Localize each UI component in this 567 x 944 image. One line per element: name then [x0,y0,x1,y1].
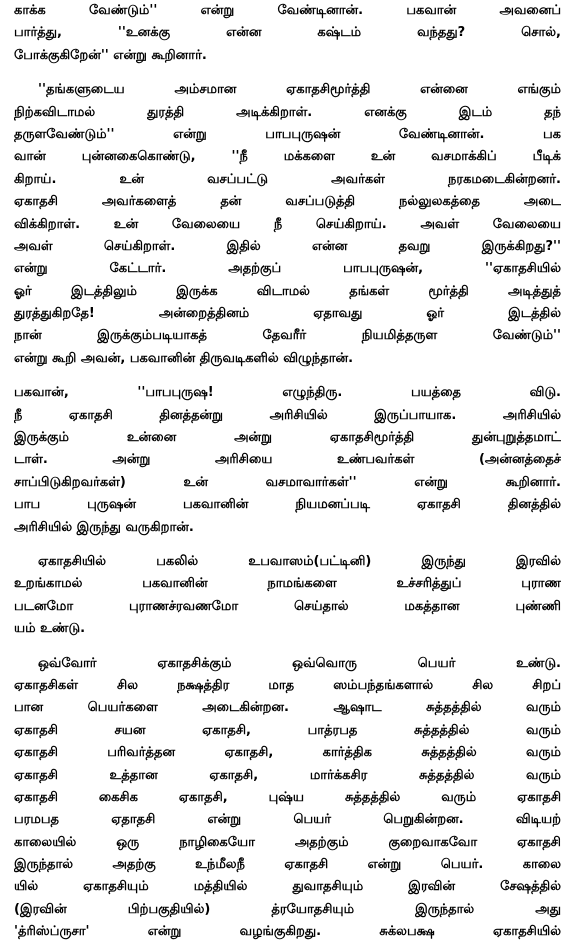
text-line: ஏகாதசி அவர்களைத் தன் வசப்படுத்தி நல்லுலகத்தை அடை [14,194,561,210]
text-line: ஏகாதசி கைசிக ஏகாதசி, புஷ்ய சுத்தத்தில் வரும் ஏகாதசி [14,789,561,805]
text-line: ''தங்களுடைய அம்சமான ஏகாதசிமூர்த்தி என்னை எங்கும் [38,82,561,98]
text-line: சாப்பிடுகிறவர்கள்) உன் வசமாவார்கள்'' என்று கூறினார். [14,474,561,490]
paragraph-4 [14,551,561,641]
text-line: பான பெயர்களை அடைகின்றன. ஆஷாட சுத்தத்தில் வரும் [14,700,561,716]
text-line: துரத்துகிறதே! அன்றைத்தினம் ஏதாவது ஓர் இடத்தில் [14,306,561,322]
text-line: டாள். அன்று அரிசியை உண்பவர்கள் (அன்னத்தைச் [14,452,561,468]
text-line: யம் உண்டு. [14,621,86,637]
paragraph-1 [14,0,561,67]
text-line: தருளவேண்டும்'' என்று பாபபுருஷன் வேண்டினான். பக [14,126,561,142]
text-line: வான் புன்னகைகொண்டு, ''நீ மக்களை உன் வசமாக்கிப் பீடிக் [14,149,561,165]
text-line: 'த்ரிஸ்ப்ருசா' என்று வழங்குகிறது. சுக்லபக்ஷ ஏகாதசியில் [14,924,561,940]
text-line: பார்த்து, ''உனக்கு என்ன கஷ்டம் வந்தது? சொல், [14,25,561,41]
text-line: நிற்கவிடாமல் துரத்தி அடிக்கிறாள். எனக்கு இடம் தந் [14,104,561,120]
text-line: ஒவ்வோர் ஏகாதசிக்கும் ஒவ்வொரு பெயர் உண்டு. [38,655,561,671]
text-line: இருக்கும் உன்னை அன்று ஏகாதசிமூர்த்தி துன்புறுத்தமாட் [14,430,561,446]
text-line: பரமபத ஏதாதசி என்று பெயர் பெறுகின்றன. விடியற் [14,812,561,828]
text-line: உறங்காமல் பகவானின் நாமங்களை உச்சரித்துப் புராண [14,576,561,592]
text-line: ஏகாதசி பரிவர்த்தன ஏகாதசி, கார்த்திக சுத்தத்தில் வரும் [14,745,561,761]
text-line: பாப புருஷன் பகவானின் நியமனப்படி ஏகாதசி தினத்தில் [14,497,561,513]
text-line: (இரவின் பிற்பகுதியில்) த்ரயோதசியும் இருந்தால் அது [14,901,561,917]
text-line: ஏகாதசி உத்தான ஏகாதசி, மார்க்கசிர சுத்தத்தில் வரும் [14,767,561,783]
text-line: ஓர் இடத்திலும் இருக்க விடாமல் தங்கள் மூர்த்தி அடித்துத் [14,283,561,299]
text-line: காக்க வேண்டும்'' என்று வேண்டினான். பகவான் அவனைப் [14,3,561,18]
text-line: கிறாய். உன் வசப்பட்டு அவர்கள் நரகமடைகின்றனர். [14,171,561,187]
paragraph-5 [14,653,561,944]
text-line: பகவான், ''பாபபுருஷ! எழுந்திரு. பயத்தை விடு. [14,385,561,401]
paragraph-2 [14,79,561,370]
text-line: போக்குகிறேன்'' என்று கூறினார். [14,47,207,63]
text-line: நான் இருக்கும்படியாகத் தேவரீர் நியமித்தருள வேண்டும்'' [14,328,561,344]
text-line: படனமோ புராணச்ரவணமோ செய்தால் மகத்தான புண்ணி [14,598,561,614]
text-line: காலையில் ஒரு நாழிகையோ அதற்கும் குறைவாகவோ ஏகாதசி [14,834,561,850]
text-line: என்று கூறி அவன், பகவானின் திருவடிகளில் விழுந்தான். [14,350,354,366]
text-line: நீ ஏகாதசி தினத்தன்று அரிசியில் இருப்பாயாக. அரிசியில் [14,407,561,423]
text-line: ஏகாதசியில் பகலில் உபவாஸம்(பட்டினி) இருந்து இரவில் [38,553,561,569]
text-line: யில் ஏகாதசியும் மத்தியில் துவாதசியும் இரவின் சேஷத்தில் [14,879,561,895]
text-line: விக்கிறாள். உன் வேலையை நீ செய்கிறாய். அவள் வேலையை [14,216,561,232]
text-line: ஏகாதசி சயன ஏகாதசி, பாத்ரபத சுத்தத்தில் வரும் [14,722,561,738]
text-line: அரிசியில் இருந்து வருகிறான். [14,519,194,535]
paragraph-3 [14,382,561,539]
text-line: ஏகாதசிகள் சில நக்ஷத்திர மாத ஸம்பந்தங்களால் சில சிறப் [14,677,561,693]
text-line: என்று கேட்டார். அதற்குப் பாபபுருஷன், ''ஏகாதசியில் [14,261,561,277]
text-line: அவள் செய்கிறாள். இதில் என்ன தவறு இருக்கிறது?'' [14,238,561,254]
text-line: இருந்தால் அதற்கு உந்மீலநீ ஏகாதசி என்று பெயர். காலை [14,857,561,873]
